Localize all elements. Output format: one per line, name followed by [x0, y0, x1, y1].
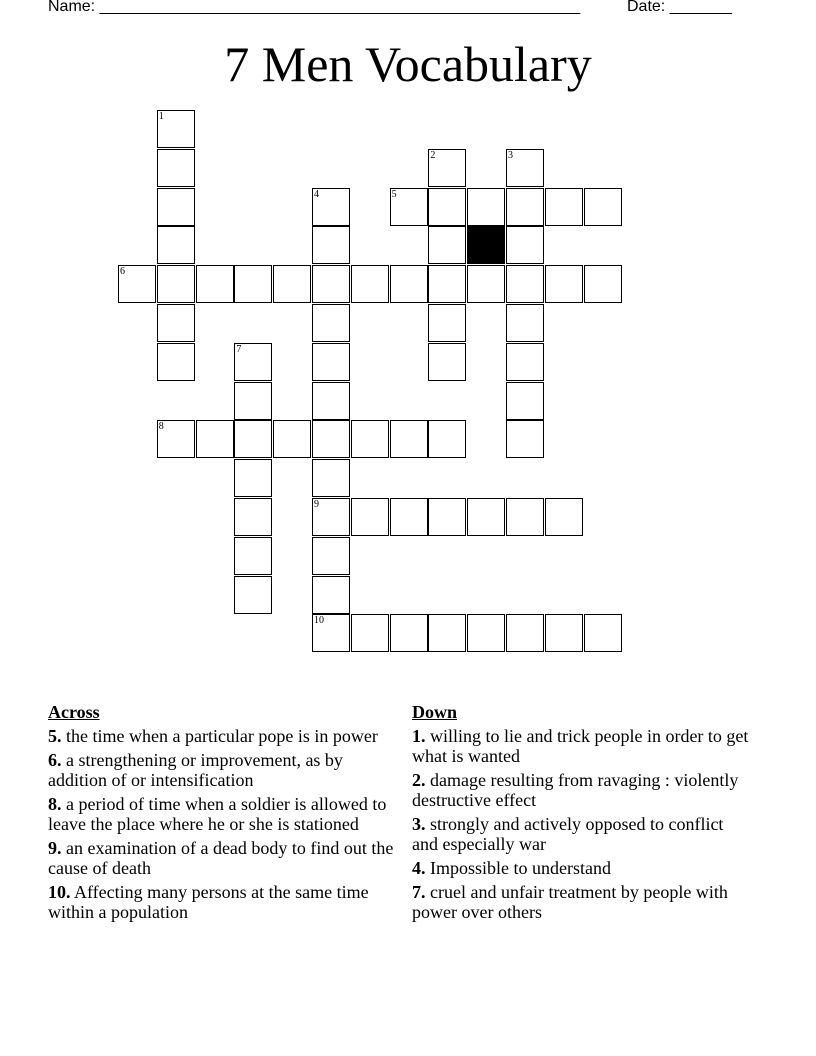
grid-cell[interactable]: [428, 420, 466, 458]
grid-cell[interactable]: [428, 614, 466, 652]
grid-cell[interactable]: [506, 188, 544, 226]
grid-cell[interactable]: [196, 420, 234, 458]
clue-number: 2.: [412, 770, 426, 790]
grid-cell[interactable]: [157, 110, 195, 148]
clue-number: 4.: [412, 858, 426, 878]
grid-cell[interactable]: [312, 459, 350, 497]
clue-number: 2: [430, 149, 436, 161]
grid-cell[interactable]: [506, 265, 544, 303]
across-clue: [48, 838, 403, 878]
grid-cell[interactable]: [428, 265, 466, 303]
grid-cell[interactable]: [506, 382, 544, 420]
clue-number: 9: [314, 499, 319, 510]
grid-cell[interactable]: [273, 420, 311, 458]
grid-cell[interactable]: [428, 498, 466, 536]
grid-cell[interactable]: [157, 149, 195, 187]
grid-cell[interactable]: [312, 537, 350, 575]
grid-cell[interactable]: [157, 188, 195, 226]
grid-cell[interactable]: [312, 614, 350, 652]
down-clue: [412, 882, 752, 922]
grid-cell[interactable]: [390, 265, 428, 303]
grid-cell[interactable]: [545, 188, 583, 226]
clue-number: 9.: [48, 838, 62, 858]
grid-cell[interactable]: [506, 304, 544, 342]
grid-cell[interactable]: [506, 420, 544, 458]
page-title: 7 Men Vocabulary: [224, 36, 592, 92]
clue-number: 10: [314, 615, 324, 627]
grid-cell[interactable]: [584, 265, 622, 303]
grid-cell[interactable]: [196, 265, 234, 303]
grid-cell[interactable]: [312, 343, 350, 381]
clue-number: 6: [120, 266, 125, 278]
grid-cell[interactable]: [506, 149, 544, 187]
grid-cell[interactable]: [312, 304, 350, 342]
clue-text: willing to lie and trick people in order to get what is wanted: [412, 726, 749, 766]
grid-cell[interactable]: [506, 226, 544, 264]
grid-cell[interactable]: [506, 498, 544, 536]
down-clue: [412, 858, 752, 878]
grid-cell[interactable]: [428, 226, 466, 264]
across-heading: Across: [48, 702, 100, 722]
grid-cell[interactable]: [234, 459, 272, 497]
down-clue: [412, 814, 752, 854]
grid-cell[interactable]: [273, 265, 311, 303]
across-clue: [48, 882, 403, 922]
grid-cell[interactable]: [234, 498, 272, 536]
clue-number: 1.: [412, 726, 426, 746]
black-cell: [467, 226, 505, 264]
across-clues: [48, 702, 403, 926]
grid-cell[interactable]: [467, 498, 505, 536]
grid-cell[interactable]: [390, 498, 428, 536]
across-clue: [48, 726, 403, 746]
grid-cell[interactable]: [545, 614, 583, 652]
grid-cell[interactable]: [157, 226, 195, 264]
clue-text: the time when a particular pope is in power: [61, 726, 378, 746]
down-clue: [412, 726, 752, 766]
down-clues: [412, 702, 752, 926]
clue-text: a strengthening or improvement, as by addition of or intensification: [48, 750, 343, 790]
grid-cell[interactable]: [545, 498, 583, 536]
grid-cell[interactable]: [428, 343, 466, 381]
grid-cell[interactable]: [467, 188, 505, 226]
grid-cell[interactable]: [467, 614, 505, 652]
grid-cell[interactable]: [234, 576, 272, 614]
grid-cell[interactable]: [234, 343, 272, 381]
grid-cell[interactable]: [312, 265, 350, 303]
grid-cell[interactable]: [234, 265, 272, 303]
clue-text: an examination of a dead body to find out the cause of death: [48, 838, 394, 878]
clue-text: cruel and unfair treatment by people with power over others: [412, 882, 728, 922]
clue-number: 5.: [48, 726, 62, 746]
header: [48, 0, 748, 20]
grid-cell[interactable]: [157, 420, 195, 458]
grid-cell[interactable]: [390, 420, 428, 458]
grid-cell[interactable]: [157, 304, 195, 342]
clue-number: 3: [508, 149, 513, 161]
grid-cell[interactable]: [234, 420, 272, 458]
grid-cell[interactable]: [312, 382, 350, 420]
across-clue: [48, 794, 403, 834]
grid-cell[interactable]: [390, 614, 428, 652]
grid-cell[interactable]: [351, 420, 389, 458]
name-field[interactable]: Name: ______________________________________________________: [48, 0, 581, 15]
grid-cell[interactable]: [545, 265, 583, 303]
grid-cell[interactable]: [506, 343, 544, 381]
grid-cell[interactable]: [428, 188, 466, 226]
grid-cell[interactable]: [351, 614, 389, 652]
grid-cell[interactable]: [467, 265, 505, 303]
clue-number: 8: [158, 421, 164, 433]
clue-number: 5: [391, 188, 397, 200]
grid-cell[interactable]: [351, 498, 389, 536]
grid-cell[interactable]: [312, 576, 350, 614]
grid-cell[interactable]: [506, 614, 544, 652]
grid-cell[interactable]: [118, 265, 156, 303]
grid-cell[interactable]: [312, 498, 350, 536]
grid-cell[interactable]: [312, 420, 350, 458]
clue-text: a period of time when a soldier is allowed to leave the place where he or she is stationed: [48, 794, 387, 834]
grid-cell[interactable]: [390, 188, 428, 226]
clue-number: 6.: [48, 750, 62, 770]
clue-number: 8.: [48, 794, 62, 814]
grid-cell[interactable]: [234, 537, 272, 575]
grid-cell[interactable]: [234, 382, 272, 420]
date-field[interactable]: Date: _______: [627, 0, 732, 15]
grid-cell[interactable]: [584, 188, 622, 226]
clue-number: 7.: [412, 882, 426, 902]
grid-cell[interactable]: [428, 149, 466, 187]
grid-cell[interactable]: [312, 226, 350, 264]
down-clue: [412, 770, 752, 810]
clue-text: Impossible to understand: [425, 858, 611, 878]
clue-number: 4: [314, 188, 319, 200]
grid-cell[interactable]: [351, 265, 389, 303]
grid-cell[interactable]: [584, 614, 622, 652]
down-heading: Down: [412, 702, 458, 722]
clue-number: 10.: [48, 882, 71, 902]
clue-text: damage resulting from ravaging : violently destructive effect: [412, 770, 739, 810]
grid-cell[interactable]: [157, 265, 195, 303]
clue-number: 7: [236, 343, 242, 355]
clue-number: 3.: [412, 814, 426, 834]
across-clue: [48, 750, 403, 790]
grid-cell[interactable]: [428, 304, 466, 342]
clue-text: strongly and actively opposed to conflict and especially war: [412, 814, 724, 854]
clue-number: 1: [158, 111, 164, 122]
clue-text: Affecting many persons at the same time within a population: [48, 882, 369, 922]
grid-cell[interactable]: [157, 343, 195, 381]
grid-cell[interactable]: [312, 188, 350, 226]
